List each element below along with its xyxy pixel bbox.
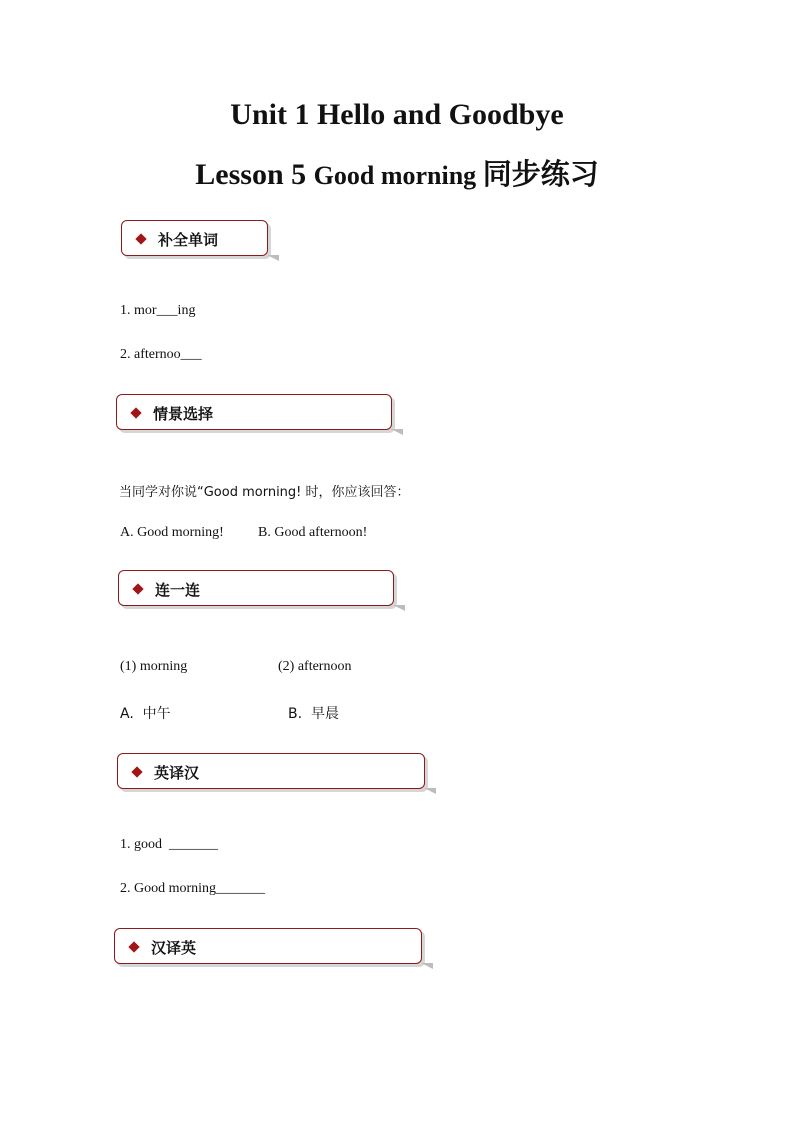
section-label: 补全单词 — [158, 231, 219, 249]
exercise-item: 2. afternoo___ — [120, 347, 202, 362]
diamond-bullet-icon — [135, 233, 146, 244]
section-header-fill-words — [121, 220, 268, 256]
shadow-corner — [391, 429, 403, 435]
shadow-corner — [421, 963, 433, 969]
lesson-type: 同步练习 — [482, 157, 599, 191]
page-title: Unit 1 Hello and Goodbye — [230, 98, 564, 131]
match-item: (1) morning — [120, 659, 188, 674]
section-header-situation-choice — [116, 394, 392, 430]
choice-option-a: A. Good morning! — [120, 525, 224, 540]
section-header-english-to-chinese — [117, 753, 425, 789]
section-header-chinese-to-english — [114, 928, 422, 964]
match-option-a: A. 中午 — [120, 706, 171, 722]
exercise-item: 1. good _______ — [120, 837, 218, 852]
section-label: 汉译英 — [151, 939, 197, 957]
exercise-item: 1. mor___ing — [120, 303, 196, 318]
choice-option-b: B. Good afternoon! — [258, 525, 368, 540]
diamond-bullet-icon — [128, 941, 139, 952]
match-option-b: B. 早晨 — [288, 706, 339, 722]
shadow-corner — [424, 788, 436, 794]
lesson-number: Lesson 5 — [195, 158, 314, 191]
diamond-bullet-icon — [132, 583, 143, 594]
shadow-corner — [267, 255, 279, 261]
match-item: (2) afternoon — [278, 659, 352, 674]
section-header-matching — [118, 570, 394, 606]
section-label: 情景选择 — [153, 405, 214, 423]
lesson-name: Good morning — [313, 161, 483, 190]
exercise-question: 当同学对你说“Good morning! 时，你应该回答： — [119, 485, 410, 500]
shadow-corner — [393, 605, 405, 611]
diamond-bullet-icon — [131, 766, 142, 777]
diamond-bullet-icon — [130, 407, 141, 418]
section-label: 英译汉 — [154, 764, 200, 782]
page-subtitle — [0, 152, 794, 193]
exercise-item: 2. Good morning_______ — [120, 881, 266, 896]
section-label: 连一连 — [155, 581, 201, 599]
